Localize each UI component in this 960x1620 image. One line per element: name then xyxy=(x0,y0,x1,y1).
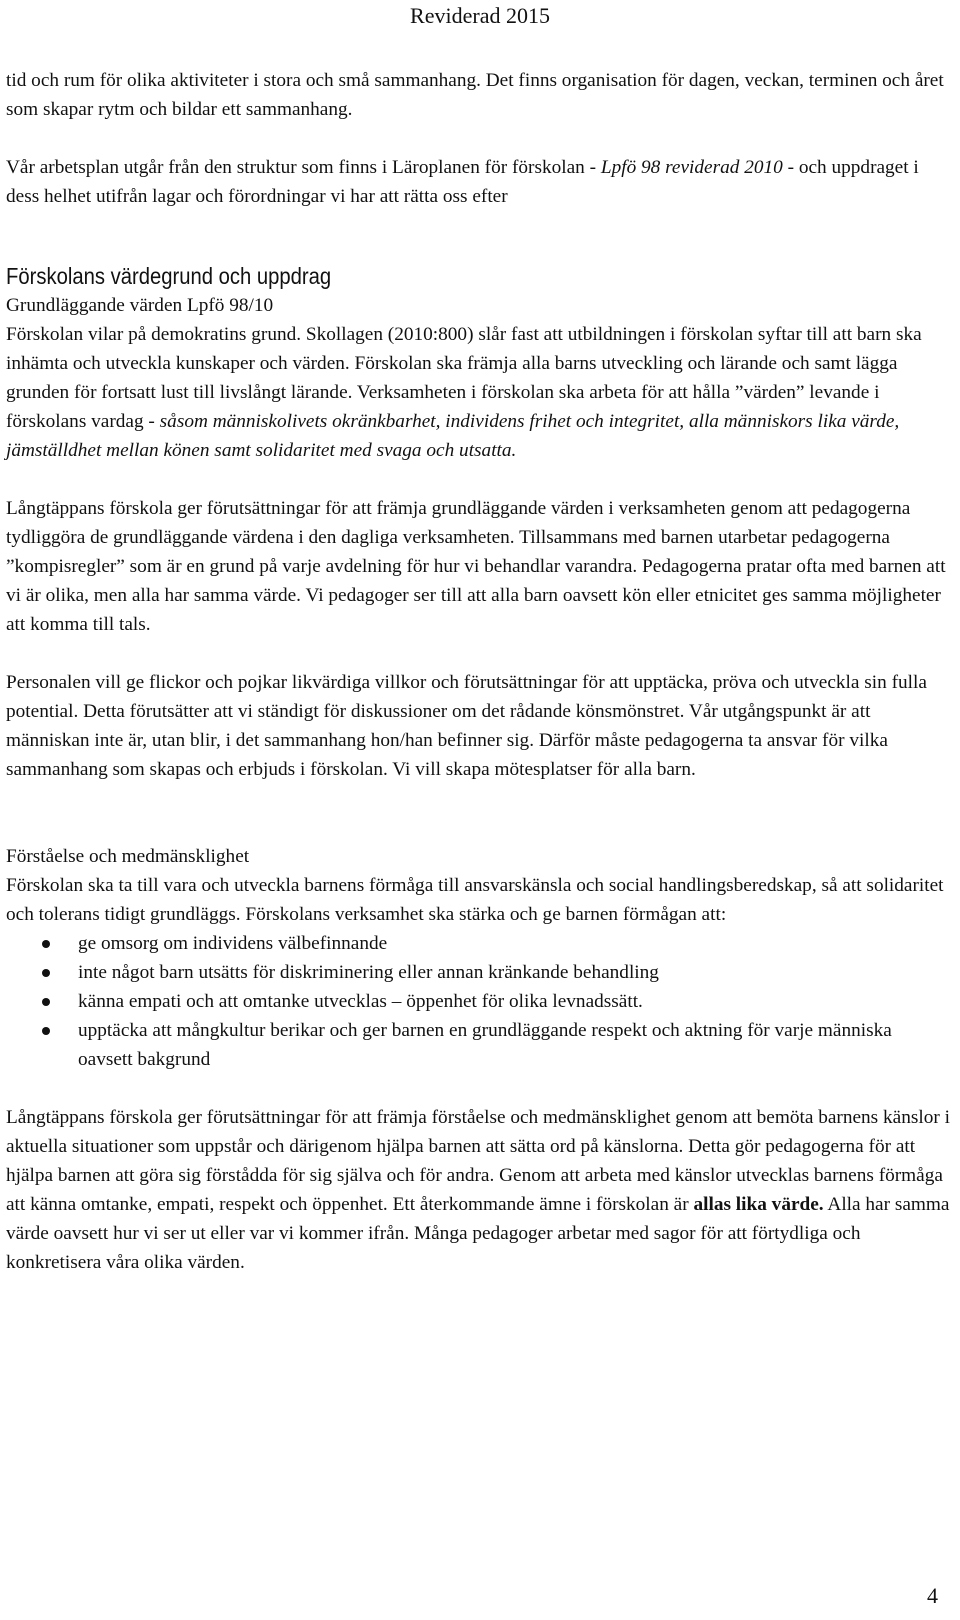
bullet-dot-icon xyxy=(42,969,50,977)
list-item-text: ge omsorg om individens välbefinnande xyxy=(78,933,388,954)
section-heading-vardegrund: Förskolans värdegrund och uppdrag xyxy=(6,263,332,289)
list-item xyxy=(6,958,950,987)
intro-paragraph-2-text-b: - och uppdraget i dess helhet utifrån lagar och förordningar vi har att rätta oss efter xyxy=(6,157,919,207)
page-content xyxy=(6,66,950,1277)
list-item-text: upptäcka att mångkultur berikar och ger barnen en grundläggande respekt och aktning för varje människa oavsett bakgrund xyxy=(78,1020,892,1070)
running-header: Reviderad 2015 xyxy=(410,3,550,28)
allas-lika-varde-bold: allas lika värde. xyxy=(693,1194,824,1215)
subheading-grundlaggande-varden: Grundläggande värden Lpfö 98/10 xyxy=(6,295,274,316)
values-list-italic: såsom människolivets okränkbarhet, individens frihet och integritet, alla människors lika värde, jämställdhet mellan könen samt solidaritet med svaga och utsatta. xyxy=(6,411,900,461)
bullet-dot-icon xyxy=(42,940,50,948)
vardegrund-paragraph-1 xyxy=(6,320,950,465)
list-item xyxy=(6,1016,950,1074)
intro-paragraph-1: tid och rum för olika aktiviteter i stora och små sammanhang. Det finns organisation för dagen, veckan, terminen och året som skapar rytm och bildar ett sammanhang. xyxy=(6,70,944,120)
forstaelse-paragraph-2-text-a: Långtäppans förskola ger förutsättningar för att främja förståelse och medmänsklighet genom att bemöta barnens känslor i aktuella situationer som uppstår och därigenom hjälpa barnen att sätta ord på känslorna. Detta gör pedagogerna för att hjälpa barnen att göra sig förstådda för sig själva och för andra. Genom att arbeta med känslor utvecklas barnens förmåga att känna omtanke, empati, respekt och öppenhet. Ett återkommande ämne i förskolan är xyxy=(6,1107,950,1215)
curriculum-reference: Lpfö 98 reviderad 2010 xyxy=(600,157,783,178)
page-number: 4 xyxy=(927,1583,938,1608)
list-item xyxy=(6,987,950,1016)
forstaelse-paragraph-2 xyxy=(6,1103,950,1277)
forstaelse-bullet-list xyxy=(6,929,950,1074)
vardegrund-paragraph-2: Långtäppans förskola ger förutsättningar för att främja grundläggande värden i verksamheten genom att pedagogerna tydliggöra de grundläggande värdena i den dagliga verksamheten. Tillsammans med barnen utarbetar pedagogerna ”kompisregler” som är en grund på varje avdelning för hur vi behandlar varandra. Pedagogerna pratar ofta med barnen att vi är olika, men alla har samma värde. Vi pedagoger ser till att alla barn oavsett kön eller etnicitet ges samma möjligheter att komma till tals. xyxy=(6,498,946,635)
vardegrund-paragraph-3: Personalen vill ge flickor och pojkar likvärdiga villkor och förutsättningar för att upptäcka, pröva och utveckla sin fulla potential. Detta förutsätter att vi ständigt för diskussioner om det rådande könsmönstret. Vår utgångspunkt är att människan inte är, utan blir, i det sammanhang hon/han befinner sig. Därför måste pedagogerna ta ansvar för vilka sammanhang som skapas och erbjuds i förskolan. Vi vill skapa mötesplatser för alla barn. xyxy=(6,672,927,780)
list-item xyxy=(6,929,950,958)
list-item-text: inte något barn utsätts för diskriminering eller annan kränkande behandling xyxy=(78,962,659,983)
bullet-dot-icon xyxy=(42,1027,50,1035)
forstaelse-paragraph-2-text-b: Alla har samma värde oavsett hur vi ser ut eller var vi kommer ifrån. Många pedagoger arbetar med sagor för att förtydliga och konkretisera våra olika värden. xyxy=(6,1194,950,1273)
bullet-dot-icon xyxy=(42,998,50,1006)
section-heading-forstaelse: Förståelse och medmänsklighet xyxy=(6,846,250,867)
intro-paragraph-2-text-a: Vår arbetsplan utgår från den struktur som finns i Läroplanen för förskolan - xyxy=(6,157,601,178)
list-item-text: känna empati och att omtanke utvecklas – öppenhet för olika levnadssätt. xyxy=(78,991,643,1012)
vardegrund-paragraph-1-text: Förskolan vilar på demokratins grund. Skollagen (2010:800) slår fast att utbildningen i förskolan syftar till att barn ska inhämta och utveckla kunskaper och värden. Förskolan ska främja alla barns utveckling och lärande och samt lägga grunden för fortsatt lust till livslångt lärande. Verksamheten i förskolan ska arbeta för att hålla ”värden” levande i förskolans vardag - xyxy=(6,324,922,432)
forstaelse-intro-paragraph: Förskolan ska ta till vara och utveckla barnens förmåga till ansvarskänsla och social handlingsberedskap, så att solidaritet och tolerans tidigt grundläggs. Förskolans verksamhet ska stärka och ge barnen förmågan att: xyxy=(6,875,944,925)
intro-paragraph-2 xyxy=(6,153,950,211)
